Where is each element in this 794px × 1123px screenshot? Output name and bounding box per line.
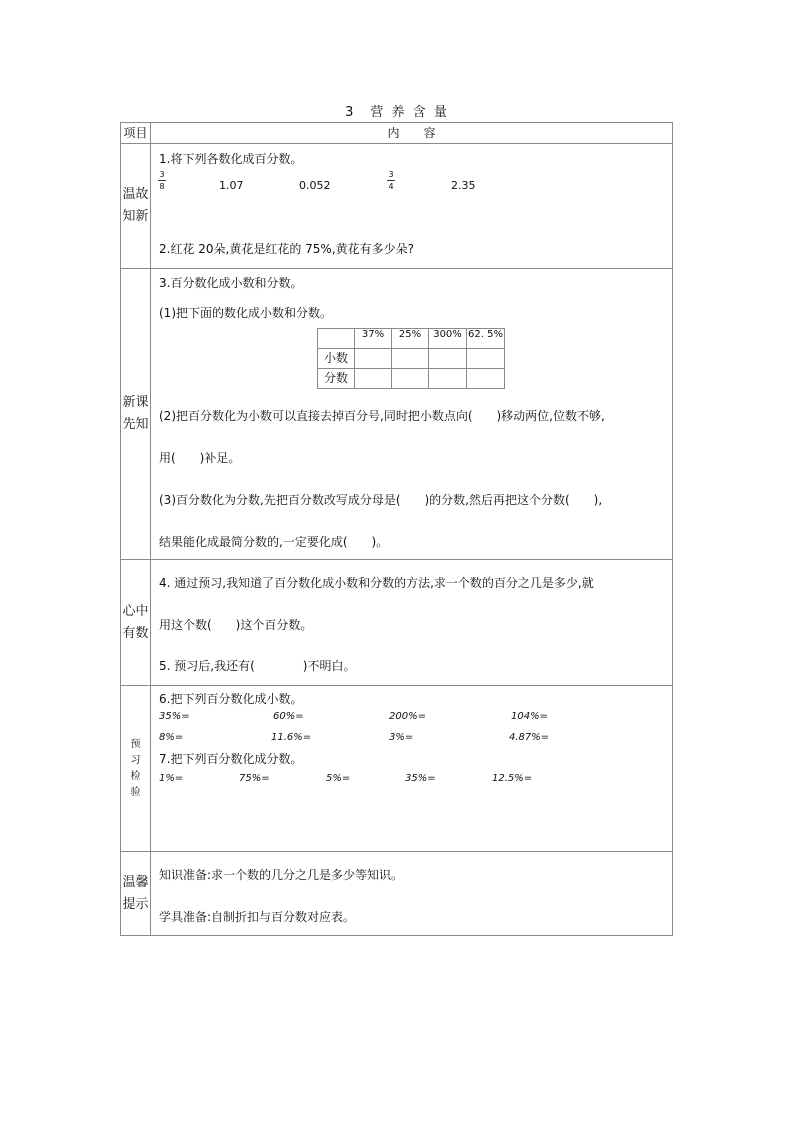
label-preview-test: 预习检验: [130, 738, 141, 798]
exercise-item: 104%=: [511, 711, 548, 722]
exercise-item: 8%=: [159, 732, 184, 743]
exercise-item: 200%=: [389, 711, 426, 722]
question-4b: 用这个数( )这个百分数。: [159, 618, 313, 632]
value-1-07: 1.07: [219, 179, 244, 192]
header-content: 内 容: [151, 123, 673, 144]
section-self-check: [121, 560, 673, 686]
worksheet-table: [120, 122, 673, 936]
section-tips: [121, 852, 673, 936]
exercise-item: 35%=: [405, 773, 436, 784]
question-3-part-3a: (3)百分数化为分数,先把百分数改写成分母是( )的分数,然后再把这个分数( ),: [159, 493, 603, 507]
answer-cell[interactable]: [467, 369, 505, 389]
label-tips: 温馨提示: [121, 852, 151, 936]
value-0-052: 0.052: [299, 179, 331, 192]
exercise-item: 11.6%=: [271, 732, 312, 743]
question-3-part-2b: 用( )补足。: [159, 451, 241, 465]
page-title: 3 营 养 含 量: [345, 105, 449, 120]
section-preview-test: [121, 686, 673, 852]
exercise-item: 12.5%=: [492, 773, 533, 784]
col-62-5: 62. 5%: [467, 329, 505, 349]
row-decimal: 小数: [318, 349, 355, 369]
tip-knowledge: 知识准备:求一个数的几分之几是多少等知识。: [159, 868, 404, 882]
question-3-part-2a: (2)把百分数化为小数可以直接去掉百分号,同时把小数点向( )移动两位,位数不够,: [159, 409, 605, 423]
answer-cell[interactable]: [355, 369, 392, 389]
exercise-item: 5%=: [326, 773, 351, 784]
exercise-item: 3%=: [389, 732, 414, 743]
question-3: 3.百分数化成小数和分数。: [159, 276, 303, 290]
answer-cell[interactable]: [467, 349, 505, 369]
exercise-item: 35%=: [159, 711, 190, 722]
answer-cell[interactable]: [392, 369, 429, 389]
header-project: 项目: [121, 123, 151, 144]
exercise-item: 1%=: [159, 773, 184, 784]
exercise-item: 60%=: [273, 711, 304, 722]
label-new-lesson: 新课先知: [121, 269, 151, 560]
col-300: 300%: [429, 329, 467, 349]
label-self-check: 心中有数: [121, 560, 151, 686]
row-fraction: 分数: [318, 369, 355, 389]
fraction-3-8: 3 8: [159, 170, 165, 191]
answer-cell[interactable]: [355, 349, 392, 369]
col-37: 37%: [355, 329, 392, 349]
exercise-item: 4.87%=: [509, 732, 550, 743]
question-1: 1.将下列各数化成百分数。: [159, 152, 303, 166]
question-7: 7.把下列百分数化成分数。: [159, 752, 303, 766]
label-review: 温故知新: [121, 144, 151, 269]
section-new-lesson: [121, 269, 673, 560]
question-5: 5. 预习后,我还有( )不明白。: [159, 659, 356, 673]
col-25: 25%: [392, 329, 429, 349]
question-6: 6.把下列百分数化成小数。: [159, 692, 303, 706]
header-row: [121, 123, 673, 144]
conversion-table: [317, 328, 505, 389]
value-2-35: 2.35: [451, 179, 476, 192]
question-3-part-1: (1)把下面的数化成小数和分数。: [159, 306, 332, 320]
exercise-item: 75%=: [239, 773, 270, 784]
section-review: [121, 144, 673, 269]
question-3-part-3b: 结果能化成最简分数的,一定要化成( )。: [159, 535, 389, 549]
question-2: 2.红花 20朵,黄花是红花的 75%,黄花有多少朵?: [159, 242, 415, 256]
fraction-3-4: 3 4: [388, 170, 394, 191]
answer-cell[interactable]: [429, 369, 467, 389]
question-4a: 4. 通过预习,我知道了百分数化成小数和分数的方法,求一个数的百分之几是多少,就: [159, 576, 594, 590]
answer-cell[interactable]: [429, 349, 467, 369]
answer-cell[interactable]: [392, 349, 429, 369]
tip-materials: 学具准备:自制折扣与百分数对应表。: [159, 910, 356, 924]
